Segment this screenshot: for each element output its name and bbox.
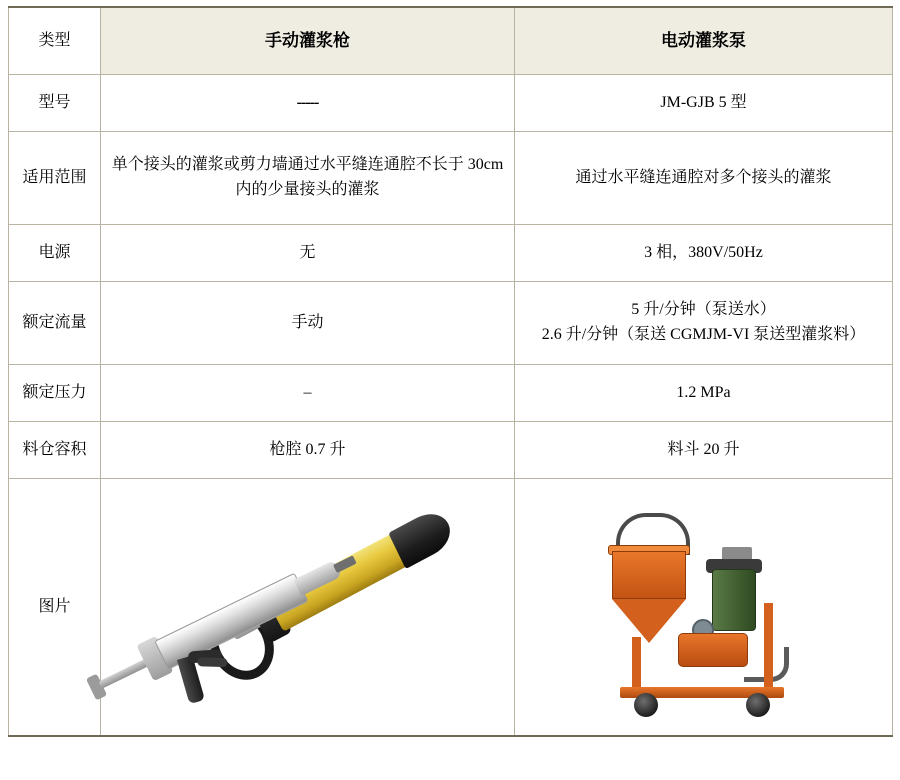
- cell-pressure-manual: –: [101, 365, 515, 422]
- cell-flow-electric-line1: 5 升/分钟（泵送水）: [631, 301, 776, 319]
- specification-table: [8, 6, 893, 737]
- row-label-picture: 图片: [9, 479, 101, 737]
- row-label-rated-flow: 额定流量: [9, 282, 101, 365]
- cell-picture-electric: [515, 479, 893, 737]
- pump-wheel: [634, 693, 658, 717]
- row-label-power-supply: 电源: [9, 225, 101, 282]
- row-label-hopper-capacity: 料仓容积: [9, 422, 101, 479]
- gun-trigger-secondary: [197, 657, 227, 667]
- gun-tip: [333, 555, 357, 573]
- header-cell-manual-gun: 手动灌浆枪: [101, 7, 515, 75]
- pump-body: [678, 633, 748, 667]
- gun-barrel: [154, 573, 308, 670]
- pump-motor: [712, 569, 756, 631]
- cell-power-manual: 无: [101, 225, 515, 282]
- row-label-model: 型号: [9, 75, 101, 132]
- cell-flow-manual: 手动: [101, 282, 515, 365]
- manual-grouting-gun-photo: [109, 491, 506, 723]
- cell-model-manual: -----: [101, 75, 515, 132]
- cell-power-electric: 3 相，380V/50Hz: [515, 225, 893, 282]
- cell-capacity-manual: 枪腔 0.7 升: [101, 422, 515, 479]
- gun-push-rod: [98, 658, 150, 689]
- electric-grouting-pump-photo: [594, 507, 814, 717]
- cell-pressure-electric: 1.2 MPa: [515, 365, 893, 422]
- table-row: [9, 365, 893, 422]
- table-row: [9, 132, 893, 225]
- cell-flow-electric-line2: 2.6 升/分钟（泵送 CGMJM-VI 泵送型灌浆料）: [541, 326, 866, 343]
- pump-hopper-cone: [612, 599, 686, 643]
- pump-wheel: [746, 693, 770, 717]
- cell-picture-manual: [101, 479, 515, 737]
- cell-capacity-electric: 料斗 20 升: [515, 422, 893, 479]
- pump-frame-left: [632, 637, 641, 693]
- row-label-scope: 适用范围: [9, 132, 101, 225]
- cell-scope-electric: 通过水平缝连通腔对多个接头的灌浆: [515, 132, 893, 225]
- cell-model-electric: JM-GJB 5 型: [515, 75, 893, 132]
- cell-flow-electric: [515, 282, 893, 365]
- header-cell-electric-pump: 电动灌浆泵: [515, 7, 893, 75]
- table-row: [9, 225, 893, 282]
- table-row: [9, 422, 893, 479]
- header-cell-type: 类型: [9, 7, 101, 75]
- table-row: [9, 75, 893, 132]
- pump-hopper: [612, 551, 686, 599]
- row-label-rated-pressure: 额定压力: [9, 365, 101, 422]
- pump-frame-right: [764, 603, 773, 693]
- table-row: [9, 282, 893, 365]
- table-row: [9, 479, 893, 737]
- cell-scope-manual: 单个接头的灌浆或剪力墙通过水平缝连通腔不长于 30cm 内的少量接头的灌浆: [101, 132, 515, 225]
- table-header-row: [9, 7, 893, 75]
